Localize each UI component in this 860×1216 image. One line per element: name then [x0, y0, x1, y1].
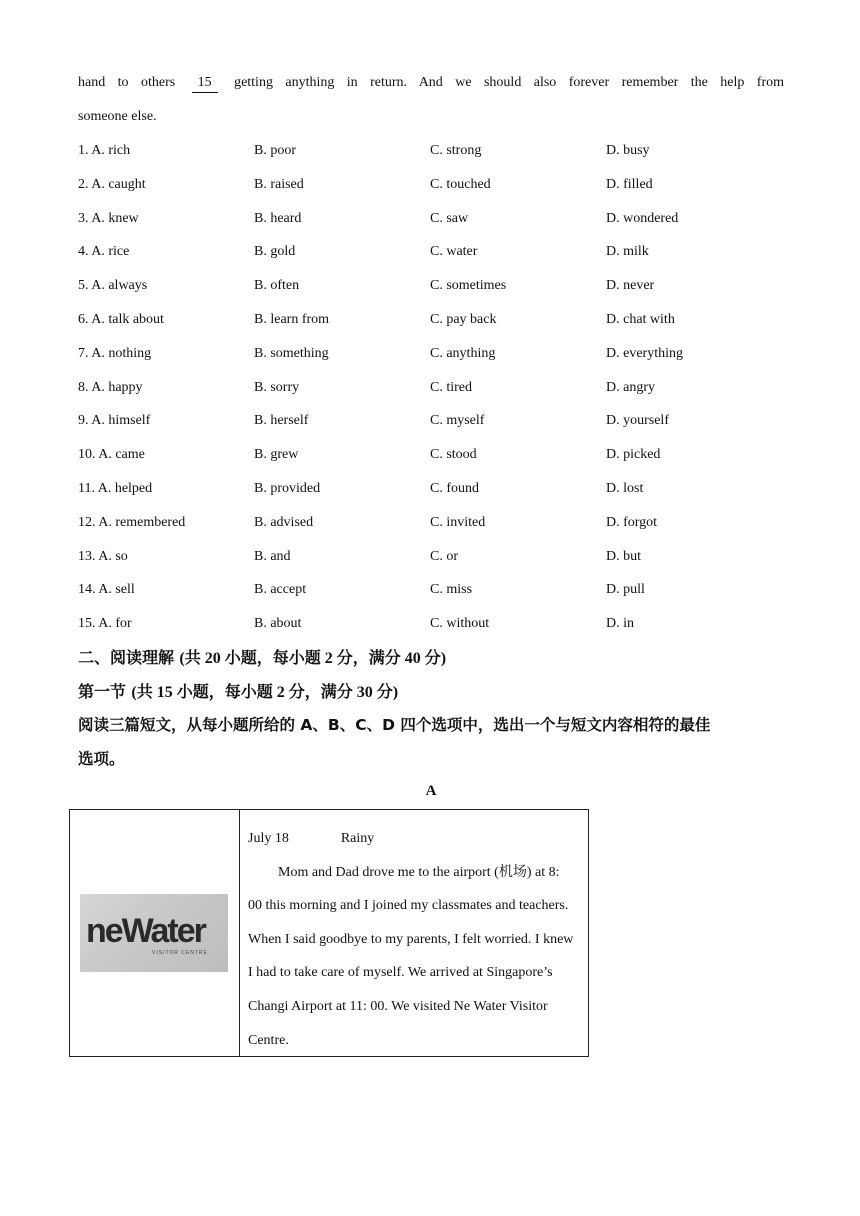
diary-table — [69, 809, 589, 1057]
section-2-note: (共 20 小题，每小题 2 分，满分 40 分) — [179, 650, 447, 667]
option-c: C. miss — [430, 582, 473, 598]
option-b: B. accept — [254, 582, 307, 598]
question-row — [78, 175, 784, 195]
option-b: B. sorry — [254, 379, 300, 395]
option-a: 3. A. knew — [78, 210, 139, 226]
option-c: C. saw — [430, 210, 469, 226]
question-row — [78, 378, 784, 398]
option-a: 14. A. sell — [78, 582, 135, 598]
option-b: B. grew — [254, 447, 299, 463]
option-c: C. tired — [430, 379, 472, 395]
question-row — [78, 580, 784, 600]
option-b: B. herself — [254, 413, 309, 429]
option-d: D. yourself — [606, 413, 669, 429]
part-1-heading — [78, 681, 784, 704]
question-row — [78, 276, 784, 296]
option-b: B. something — [254, 345, 329, 361]
question-row — [78, 310, 784, 330]
option-c: C. invited — [430, 514, 486, 530]
option-c: C. pay back — [430, 312, 497, 327]
option-b: B. learn from — [254, 312, 330, 327]
option-a: 7. A. nothing — [78, 345, 152, 361]
option-c: C. strong — [430, 143, 482, 158]
logo-mark: neWater — [86, 912, 205, 950]
option-d: D. but — [606, 548, 641, 564]
section-2-title: 二、阅读理解 — [78, 648, 175, 667]
option-b: B. often — [254, 278, 300, 294]
passage-letter: A — [425, 783, 437, 799]
logo-subtext: VISITOR CENTRE — [152, 950, 208, 956]
option-a: 4. A. rice — [78, 244, 130, 260]
option-a: 9. A. himself — [78, 413, 151, 429]
option-c: C. without — [430, 616, 490, 632]
option-b: B. raised — [254, 176, 304, 192]
question-row — [78, 141, 784, 161]
option-d: D. lost — [606, 481, 644, 496]
section-2-heading — [78, 647, 784, 670]
option-b: B. gold — [254, 244, 296, 260]
option-a: 11. A. helped — [78, 481, 153, 496]
option-c: C. anything — [430, 345, 496, 361]
option-d: D. chat with — [606, 312, 675, 327]
question-row — [78, 614, 784, 634]
option-d: D. filled — [606, 176, 653, 192]
question-row — [78, 411, 784, 431]
intro-text-before: hand to others — [78, 75, 176, 90]
option-d: D. in — [606, 616, 634, 632]
option-b: B. and — [254, 548, 291, 564]
option-a: 6. A. talk about — [78, 312, 164, 327]
intro-line-2: someone else. — [78, 109, 157, 124]
question-row — [78, 547, 784, 567]
option-d: D. never — [606, 278, 655, 294]
question-row — [78, 513, 784, 533]
diary-date-line — [248, 822, 576, 856]
option-a: 13. A. so — [78, 548, 128, 564]
diary-date: July 18 — [248, 831, 289, 846]
part-1-note: (共 15 小题，每小题 2 分，满分 30 分) — [131, 684, 399, 701]
option-d: D. milk — [606, 244, 649, 260]
intro-line-1 — [78, 73, 784, 93]
question-row — [78, 242, 784, 262]
option-a: 1. A. rich — [78, 143, 131, 158]
intro-text-after: getting anything in return. And we should also forever remember the help from — [234, 75, 785, 90]
option-c: C. stood — [430, 447, 477, 463]
instruction-line-1: 阅读三篇短文，从每小题所给的 A、B、C、D 四个选项中，选出一个与短文内容相符的最佳 — [78, 716, 711, 734]
option-a: 10. A. came — [78, 447, 145, 463]
reading-instruction — [78, 708, 784, 776]
option-c: C. sometimes — [430, 278, 507, 294]
option-c: C. myself — [430, 413, 485, 429]
question-row — [78, 344, 784, 364]
option-c: C. touched — [430, 176, 491, 192]
table-divider — [239, 810, 240, 1056]
option-b: B. advised — [254, 514, 314, 530]
option-b: B. provided — [254, 481, 321, 496]
question-row — [78, 479, 784, 499]
option-d: D. angry — [606, 379, 655, 395]
option-d: D. wondered — [606, 210, 679, 226]
diary-body: Mom and Dad drove me to the airport (机场) at 8: 00 this morning and I joined my classmates and teachers. When I said goodbye to my parents, I felt worried. I knew I had to take care of myself. We arrived at Singapore’s Changi Airport at 11: 00. We visited Ne Water Visitor Centre. — [248, 864, 574, 1048]
option-d: D. picked — [606, 447, 661, 463]
option-d: D. forgot — [606, 514, 658, 530]
diary-entry — [248, 822, 576, 1057]
blank-15: 15 — [192, 74, 218, 93]
option-d: D. pull — [606, 582, 645, 598]
option-c: C. water — [430, 244, 478, 260]
instruction-line-2: 选项。 — [78, 750, 125, 768]
question-row — [78, 209, 784, 229]
option-a: 2. A. caught — [78, 176, 146, 192]
option-a: 15. A. for — [78, 616, 132, 632]
option-b: B. poor — [254, 143, 296, 158]
diary-weather: Rainy — [340, 831, 375, 846]
option-a: 12. A. remembered — [78, 514, 186, 530]
option-a: 5. A. always — [78, 278, 148, 294]
newater-logo-image — [80, 894, 228, 972]
question-row — [78, 445, 784, 465]
option-a: 8. A. happy — [78, 379, 143, 395]
option-c: C. or — [430, 548, 458, 564]
option-b: B. heard — [254, 210, 302, 226]
option-d: D. everything — [606, 345, 683, 361]
option-c: C. found — [430, 481, 479, 496]
part-1-title: 第一节 — [78, 682, 127, 701]
option-b: B. about — [254, 616, 302, 632]
option-d: D. busy — [606, 143, 650, 158]
